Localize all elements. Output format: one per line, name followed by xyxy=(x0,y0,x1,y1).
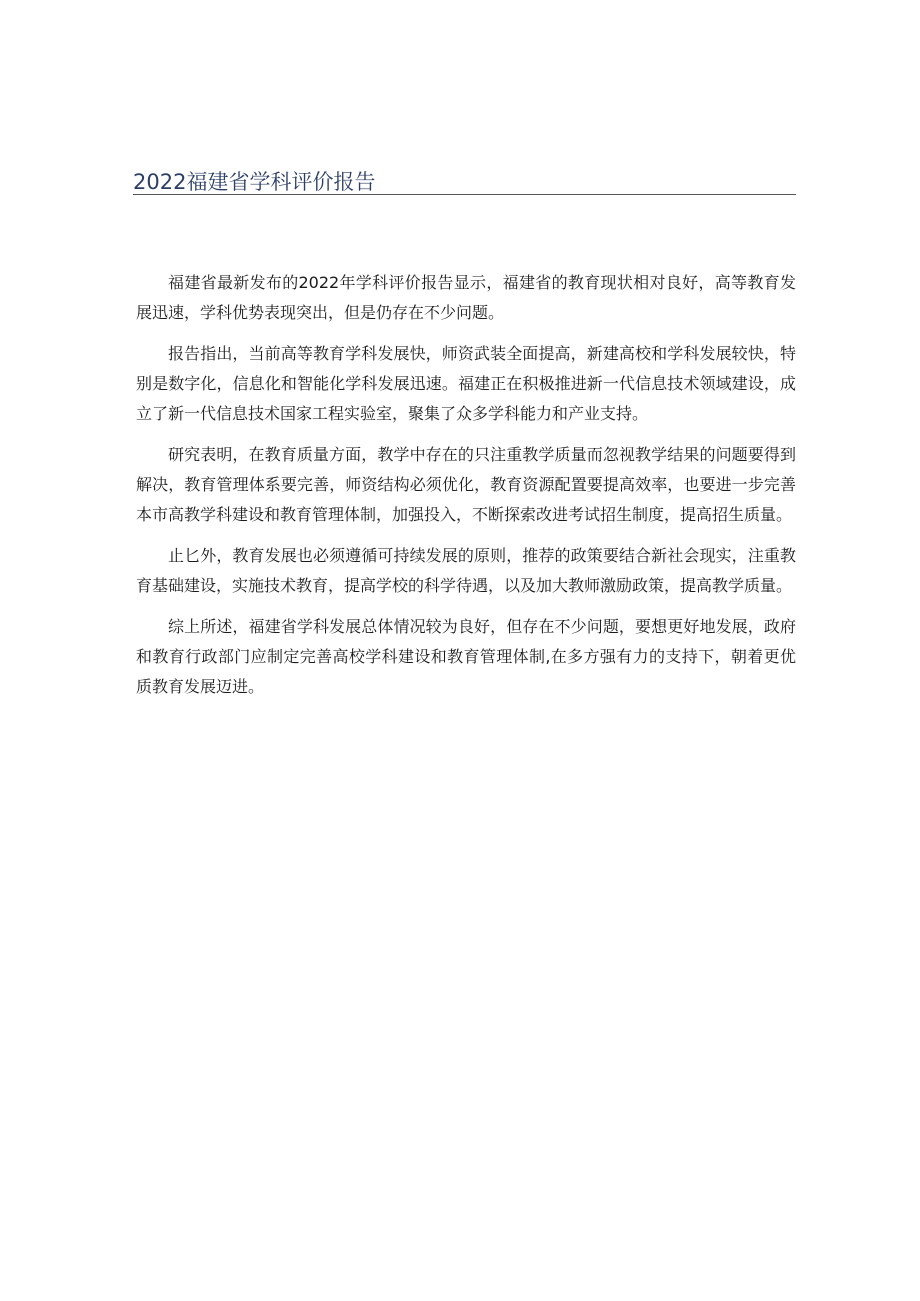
paragraph-1: 福建省最新发布的2022年学科评价报告显示，福建省的教育现状相对良好，高等教育发展迅速，学科优势表现突出，但是仍存在不少问题。 xyxy=(136,273,796,322)
document-title: 2022福建省学科评价报告 xyxy=(133,170,376,194)
title-underline xyxy=(133,194,796,195)
paragraph-2: 报告指出，当前高等教育学科发展快，师资武装全面提高，新建高校和学科发展较快，特别是数字化，信息化和智能化学科发展迅速。福建正在积极推进新一代信息技术领域建设，成立了新一代信息技术国家工程实验室，聚集了众多学科能力和产业支持。 xyxy=(136,344,796,423)
paragraph-4: 止匕外，教育发展也必须遵循可持续发展的原则，推荐的政策要结合新社会现实，注重教育基础建设，实施技术教育，提高学校的科学待遇，以及加大教师激励政策，提高教学质量。 xyxy=(136,546,796,595)
paragraph-5: 综上所述，福建省学科发展总体情况较为良好，但存在不少问题，要想更好地发展，政府和教育行政部门应制定完善高校学科建设和教育管理体制,在多方强有力的支持下，朝着更优质教育发展迈进。 xyxy=(136,617,796,696)
document-body xyxy=(136,268,796,713)
paragraph-3: 研究表明，在教育质量方面，教学中存在的只注重教学质量而忽视教学结果的问题要得到解决，教育管理体系要完善，师资结构必须优化，教育资源配置要提高效率，也要进一步完善本市高教学科建设和教育管理体制，加强投入，不断探索改进考试招生制度，提高招生质量。 xyxy=(136,445,796,524)
